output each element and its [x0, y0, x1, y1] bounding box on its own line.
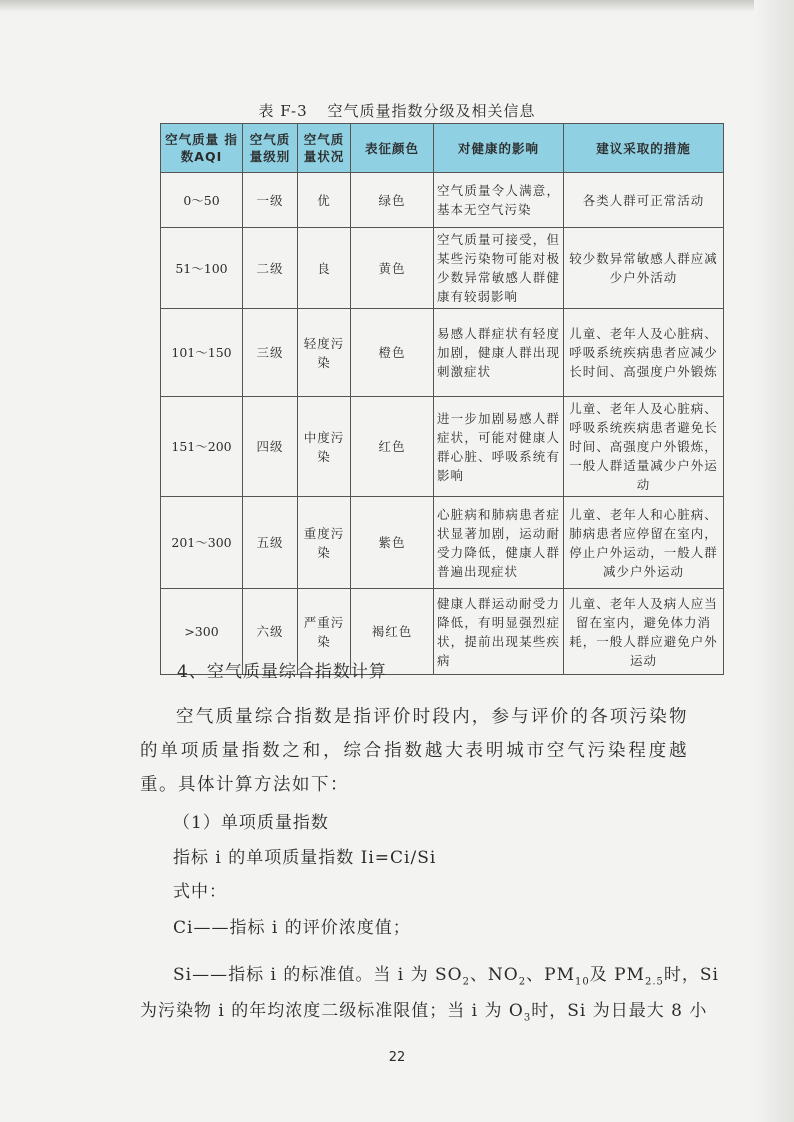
header-status: 空气质 量状况 — [298, 124, 351, 173]
table-row — [161, 397, 724, 497]
subsection-heading: （1）单项质量指数 — [173, 813, 329, 833]
cell-aqi: 0～50 — [161, 173, 243, 228]
cell-color: 紫色 — [351, 497, 434, 589]
cell-status: 良 — [298, 228, 351, 309]
si-text-d: 及 PM — [589, 965, 645, 985]
cell-health: 健康人群运动耐受力降低，有明显强烈症状，提前出现某些疾病 — [434, 589, 564, 675]
si-text-c: 、PM — [526, 965, 575, 985]
header-health: 对健康的影响 — [434, 124, 564, 173]
cell-level: 三级 — [243, 309, 298, 397]
cell-health: 空气质量令人满意，基本无空气污染 — [434, 173, 564, 228]
page-number: 22 — [388, 1050, 406, 1065]
table-header-row — [161, 124, 724, 173]
si-text-e: 时，Si — [663, 965, 719, 985]
si-text-a: Si——指标 i 的标准值。当 i 为 SO — [173, 965, 463, 985]
cell-aqi: 101～150 — [161, 309, 243, 397]
section-heading: 4、空气质量综合指数计算 — [177, 662, 387, 682]
table-row — [161, 309, 724, 397]
header-action: 建议采取的措施 — [564, 124, 724, 173]
si-line2-text-a: 为污染物 i 的年均浓度二级标准限值；当 i 为 O — [140, 1001, 524, 1021]
table-row — [161, 228, 724, 309]
table-caption-number: 表 F-3 — [258, 102, 308, 120]
cell-status: 优 — [298, 173, 351, 228]
aqi-table — [160, 123, 724, 675]
scan-shadow-top — [0, 0, 794, 12]
so2-subscript: 2 — [462, 976, 470, 988]
cell-status: 重度污染 — [298, 497, 351, 589]
header-level: 空气质 量级别 — [243, 124, 298, 173]
cell-action: 儿童、老年人及心脏病、呼吸系统疾病患者应减少长时间、高强度户外锻炼 — [564, 309, 724, 397]
cell-aqi: 201～300 — [161, 497, 243, 589]
table-row — [161, 173, 724, 228]
cell-level: 四级 — [243, 397, 298, 497]
cell-status: 中度污染 — [298, 397, 351, 497]
cell-level: 一级 — [243, 173, 298, 228]
o3-subscript: 3 — [523, 1012, 532, 1024]
cell-status: 轻度污染 — [298, 309, 351, 397]
cell-health: 空气质量可接受，但某些污染物可能对极少数异常敏感人群健康有较弱影响 — [434, 228, 564, 309]
cell-color: 黄色 — [351, 228, 434, 309]
cell-color: 红色 — [351, 397, 434, 497]
pm25-subscript: 2.5 — [644, 976, 664, 988]
cell-action: 儿童、老年人和心脏病、肺病患者应停留在室内，停止户外运动，一般人群减少户外运动 — [564, 497, 724, 589]
formula-line: 指标 i 的单项质量指数 Ii=Ci/Si — [173, 848, 437, 868]
no2-subscript: 2 — [518, 976, 527, 988]
si-definition — [173, 960, 719, 987]
cell-status: 严重污染 — [298, 589, 351, 675]
cell-level: 五级 — [243, 497, 298, 589]
table-caption-title: 空气质量指数分级及相关信息 — [327, 102, 536, 120]
cell-action: 较少数异常敏感人群应减少户外活动 — [564, 228, 724, 309]
cell-action: 儿童、老年人及心脏病、呼吸系统疾病患者避免长时间、高强度户外锻炼，一般人群适量减少户外运动 — [564, 397, 724, 497]
cell-aqi: 151～200 — [161, 397, 243, 497]
scan-shadow-right — [754, 0, 794, 1122]
si-definition-continued — [140, 996, 707, 1023]
header-aqi: 空气质量 指数AQI — [161, 124, 243, 173]
cell-action: 儿童、老年人及病人应当留在室内，避免体力消耗，一般人群应避免户外运动 — [564, 589, 724, 675]
cell-aqi: >300 — [161, 589, 243, 675]
cell-level: 二级 — [243, 228, 298, 309]
cell-aqi: 51～100 — [161, 228, 243, 309]
cell-health: 进一步加剧易感人群症状，可能对健康人群心脏、呼吸系统有影响 — [434, 397, 564, 497]
ci-definition: Ci——指标 i 的评价浓度值； — [173, 918, 411, 938]
header-color: 表征颜色 — [351, 124, 434, 173]
table-row — [161, 497, 724, 589]
where-label: 式中： — [173, 882, 227, 902]
cell-health: 易感人群症状有轻度加剧，健康人群出现刺激症状 — [434, 309, 564, 397]
table-caption — [0, 100, 794, 121]
cell-action: 各类人群可正常活动 — [564, 173, 724, 228]
si-line2-text-b: 时，Si 为日最大 8 小 — [531, 1001, 708, 1021]
cell-color: 褐红色 — [351, 589, 434, 675]
cell-color: 橙色 — [351, 309, 434, 397]
cell-color: 绿色 — [351, 173, 434, 228]
pm10-subscript: 10 — [574, 976, 590, 988]
cell-level: 六级 — [243, 589, 298, 675]
si-text-b: 、NO — [469, 965, 519, 985]
section-intro-paragraph: 空气质量综合指数是指评价时段内，参与评价的各项污染物的单项质量指数之和，综合指数越大表明城市空气污染程度越重。具体计算方法如下： — [140, 707, 688, 795]
cell-health: 心脏病和肺病患者症状显著加剧，运动耐受力降低，健康人群普遍出现症状 — [434, 497, 564, 589]
